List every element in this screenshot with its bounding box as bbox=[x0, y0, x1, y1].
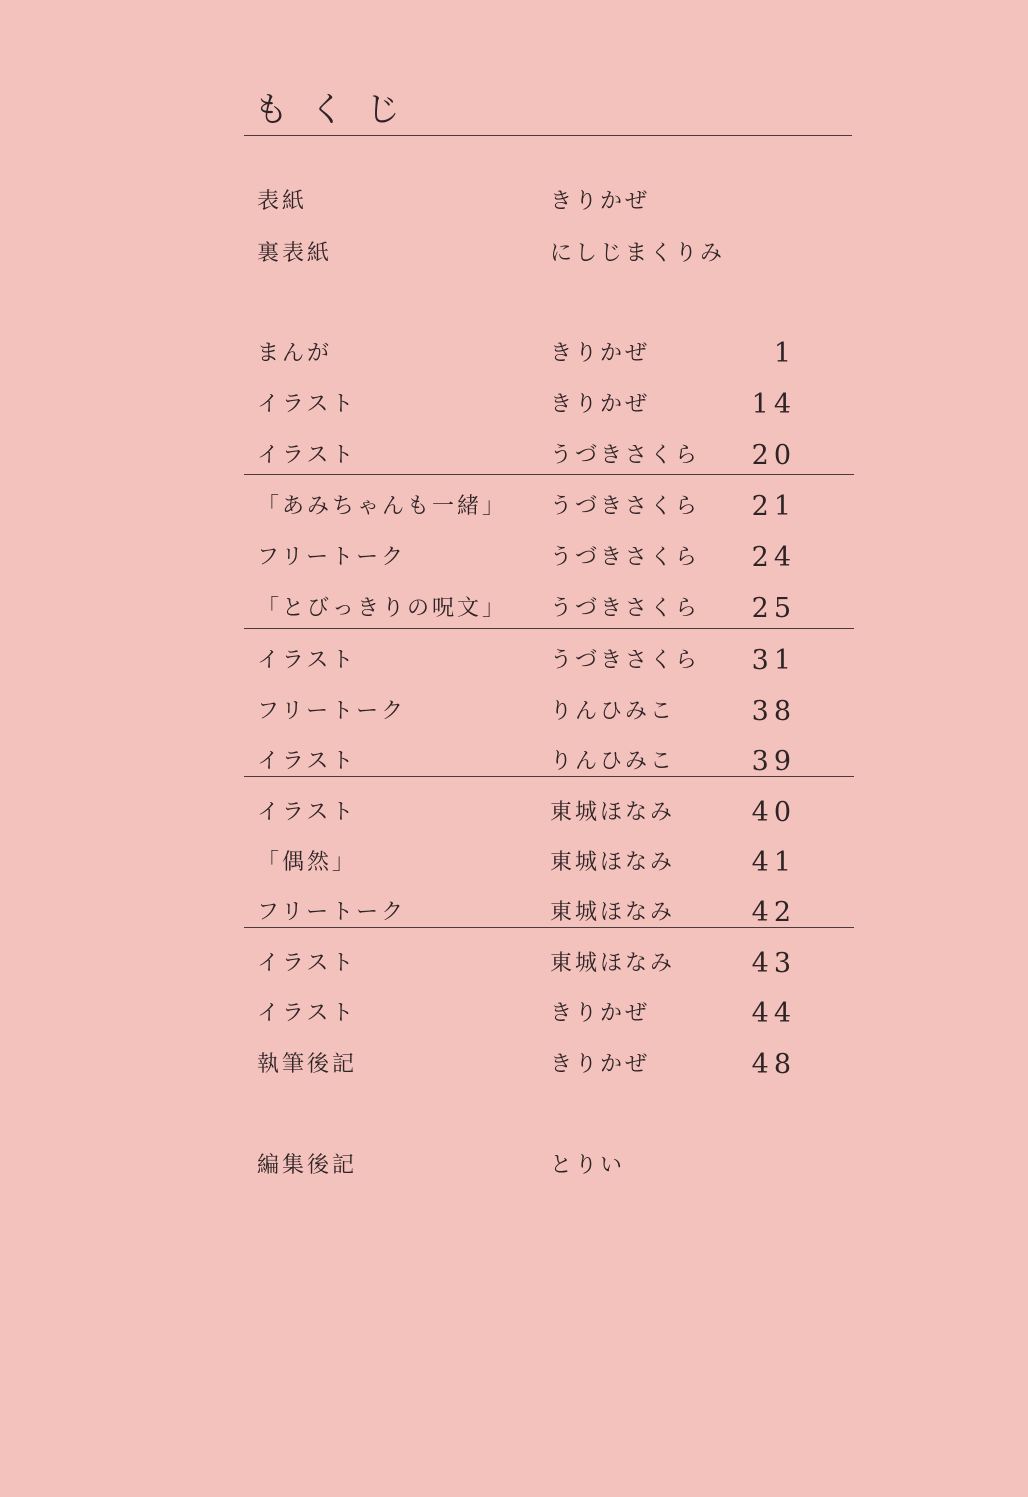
section-divider bbox=[244, 927, 854, 928]
section-divider bbox=[244, 776, 854, 777]
toc-entry bbox=[0, 692, 1028, 732]
entry-title: 「あみちゃんも一緒」 bbox=[257, 494, 508, 519]
entry-page: 20 bbox=[751, 440, 796, 471]
entry-title: 「偶然」 bbox=[257, 850, 358, 875]
toc-entry bbox=[0, 385, 1028, 425]
entry-title: フリートーク bbox=[257, 545, 407, 570]
entry-page: 39 bbox=[751, 746, 796, 777]
entry-page: 44 bbox=[751, 998, 796, 1029]
entry-author: きりかぜ bbox=[550, 341, 651, 366]
entry-title: イラスト bbox=[257, 1001, 357, 1026]
toc-entry bbox=[0, 334, 1028, 374]
cover-row bbox=[0, 182, 1028, 222]
entry-title: イラスト bbox=[257, 800, 357, 825]
entry-title: まんが bbox=[257, 341, 333, 366]
entry-author: きりかぜ bbox=[550, 189, 651, 214]
entry-author: にしじまくりみ bbox=[550, 241, 726, 266]
entry-page: 48 bbox=[751, 1049, 796, 1080]
toc-entry bbox=[0, 589, 1028, 629]
entry-page: 25 bbox=[751, 593, 796, 624]
entry-title: イラスト bbox=[257, 392, 357, 417]
entry-author: きりかぜ bbox=[550, 1001, 651, 1026]
entry-title: 裏表紙 bbox=[257, 241, 333, 266]
entry-title: 表紙 bbox=[257, 189, 308, 214]
entry-author: 東城ほなみ bbox=[550, 850, 676, 875]
toc-entry bbox=[0, 1045, 1028, 1085]
section-divider bbox=[244, 474, 854, 475]
cover-row bbox=[0, 234, 1028, 274]
entry-title: フリートーク bbox=[257, 900, 407, 925]
toc-entry bbox=[0, 843, 1028, 883]
entry-page: 43 bbox=[751, 948, 796, 979]
entry-title: イラスト bbox=[257, 648, 357, 673]
toc-entry bbox=[0, 944, 1028, 984]
entry-author: 東城ほなみ bbox=[550, 951, 676, 976]
entry-title: フリートーク bbox=[257, 699, 407, 724]
entry-page: 38 bbox=[751, 696, 796, 727]
entry-author: きりかぜ bbox=[550, 392, 651, 417]
entry-author: とりい bbox=[550, 1153, 626, 1178]
entry-author: 東城ほなみ bbox=[550, 800, 676, 825]
title-divider bbox=[244, 135, 852, 136]
entry-author: りんひみこ bbox=[550, 699, 676, 724]
entry-page: 40 bbox=[751, 797, 796, 828]
entry-page: 14 bbox=[751, 389, 796, 420]
toc-entry bbox=[0, 538, 1028, 578]
toc-entry bbox=[0, 436, 1028, 476]
entry-title: イラスト bbox=[257, 749, 357, 774]
entry-page: 21 bbox=[751, 491, 796, 522]
entry-title: 編集後記 bbox=[257, 1153, 358, 1178]
entry-page: 1 bbox=[773, 338, 796, 369]
entry-author: うづきさくら bbox=[550, 648, 701, 673]
entry-author: うづきさくら bbox=[550, 596, 701, 621]
entry-title: 「とびっきりの呪文」 bbox=[257, 596, 508, 621]
entry-author: うづきさくら bbox=[550, 494, 701, 519]
toc-entry bbox=[0, 487, 1028, 527]
entry-page: 31 bbox=[751, 645, 796, 676]
entry-title: イラスト bbox=[257, 951, 357, 976]
entry-page: 42 bbox=[751, 897, 796, 928]
afterword-row bbox=[0, 1146, 1028, 1186]
entry-author: 東城ほなみ bbox=[550, 900, 676, 925]
entry-author: きりかぜ bbox=[550, 1052, 651, 1077]
entry-page: 41 bbox=[751, 847, 796, 878]
entry-title: イラスト bbox=[257, 443, 357, 468]
page-title: もくじ bbox=[254, 90, 422, 130]
entry-author: うづきさくら bbox=[550, 545, 701, 570]
entry-title: 執筆後記 bbox=[257, 1052, 358, 1077]
entry-author: りんひみこ bbox=[550, 749, 676, 774]
entry-author: うづきさくら bbox=[550, 443, 701, 468]
section-divider bbox=[244, 628, 854, 629]
toc-entry bbox=[0, 641, 1028, 681]
toc-entry bbox=[0, 793, 1028, 833]
toc-entry bbox=[0, 994, 1028, 1034]
entry-page: 24 bbox=[751, 542, 796, 573]
